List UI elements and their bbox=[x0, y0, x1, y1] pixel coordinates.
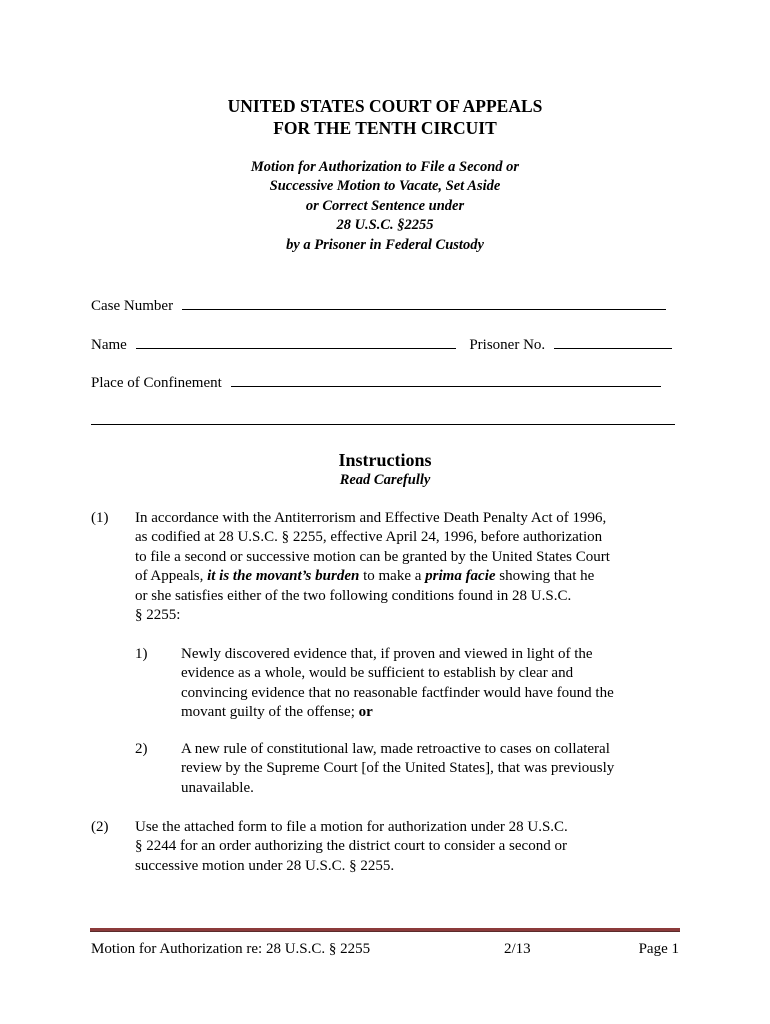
subitem-number: 1) bbox=[135, 646, 148, 662]
item-text-run: showing that he bbox=[495, 568, 595, 585]
case-number-field[interactable] bbox=[182, 295, 666, 310]
motion-title-line: by a Prisoner in Federal Custody bbox=[286, 236, 484, 253]
instructions-heading: Instructions bbox=[338, 450, 432, 470]
emphasis-text: prima facie bbox=[425, 568, 496, 585]
item-line bbox=[135, 567, 680, 586]
item-line bbox=[181, 703, 680, 722]
item-line: A new rule of constitutional law, made retroactive to cases on collateral bbox=[181, 741, 610, 757]
court-name-line2: FOR THE TENTH CIRCUIT bbox=[273, 118, 497, 138]
item-line: convincing evidence that no reasonable factfinder would have found the bbox=[181, 684, 614, 701]
motion-title-line: 28 U.S.C. §2255 bbox=[336, 217, 434, 234]
place-of-confinement-label: Place of Confinement bbox=[91, 375, 222, 391]
item-text-run: movant guilty of the offense; bbox=[181, 704, 359, 721]
place-of-confinement-row bbox=[91, 372, 661, 392]
case-number-row bbox=[91, 295, 666, 315]
name-row bbox=[91, 334, 672, 354]
subitem-number: 2) bbox=[135, 741, 148, 757]
footer-divider bbox=[90, 928, 680, 932]
item-number: (1) bbox=[91, 510, 109, 526]
item-line: Newly discovered evidence that, if proven and viewed in light of the bbox=[181, 646, 593, 662]
item-line: § 2244 for an order authorizing the district court to consider a second or bbox=[135, 838, 567, 855]
item-text-run: to make a bbox=[359, 568, 426, 585]
emphasis-text: or bbox=[358, 704, 373, 721]
motion-title bbox=[0, 158, 770, 255]
motion-title-line: or Correct Sentence under bbox=[305, 197, 465, 214]
item-line: successive motion under 28 U.S.C. § 2255. bbox=[135, 857, 395, 874]
footer-form-title: Motion for Authorization re: 28 U.S.C. § 2255 bbox=[91, 941, 371, 957]
place-of-confinement-field[interactable] bbox=[231, 372, 661, 387]
footer-revision-date: 2/13 bbox=[504, 941, 531, 957]
item-text bbox=[135, 818, 680, 876]
item-line: In accordance with the Antiterrorism and Effective Death Penalty Act of 1996, bbox=[135, 510, 607, 526]
item-line: Use the attached form to file a motion for authorization under 28 U.S.C. bbox=[135, 819, 568, 835]
name-field[interactable] bbox=[136, 334, 456, 349]
instructions-subheading: Read Carefully bbox=[339, 472, 431, 488]
place-of-confinement-continuation-field[interactable] bbox=[91, 424, 675, 425]
item-text bbox=[135, 509, 680, 625]
court-name-line1: UNITED STATES COURT OF APPEALS bbox=[227, 96, 543, 116]
item-line: or she satisfies either of the two following conditions found in 28 U.S.C. bbox=[135, 587, 572, 604]
item-number: (2) bbox=[91, 819, 109, 835]
item-line: as codified at 28 U.S.C. § 2255, effective April 24, 1996, before authorization bbox=[135, 529, 603, 546]
name-label: Name bbox=[91, 337, 127, 353]
item-line: unavailable. bbox=[181, 779, 254, 796]
prisoner-no-label: Prisoner No. bbox=[469, 337, 546, 353]
item-line: review by the Supreme Court [of the United States], that was previously bbox=[181, 760, 615, 777]
emphasis-text: it is the movant’s burden bbox=[207, 568, 360, 585]
subitem-text bbox=[181, 645, 680, 723]
item-text-run: of Appeals, bbox=[135, 568, 208, 585]
item-line: to file a second or successive motion can be granted by the United States Court bbox=[135, 548, 610, 565]
item-line: § 2255: bbox=[135, 607, 181, 624]
item-line: evidence as a whole, would be sufficient to establish by clear and bbox=[181, 665, 574, 682]
subitem-text bbox=[181, 740, 680, 798]
prisoner-no-field[interactable] bbox=[554, 334, 672, 349]
footer-page-number: Page 1 bbox=[638, 941, 679, 957]
motion-title-line: Motion for Authorization to File a Second or bbox=[250, 159, 520, 175]
case-number-label: Case Number bbox=[91, 298, 174, 314]
motion-title-line: Successive Motion to Vacate, Set Aside bbox=[269, 178, 501, 195]
